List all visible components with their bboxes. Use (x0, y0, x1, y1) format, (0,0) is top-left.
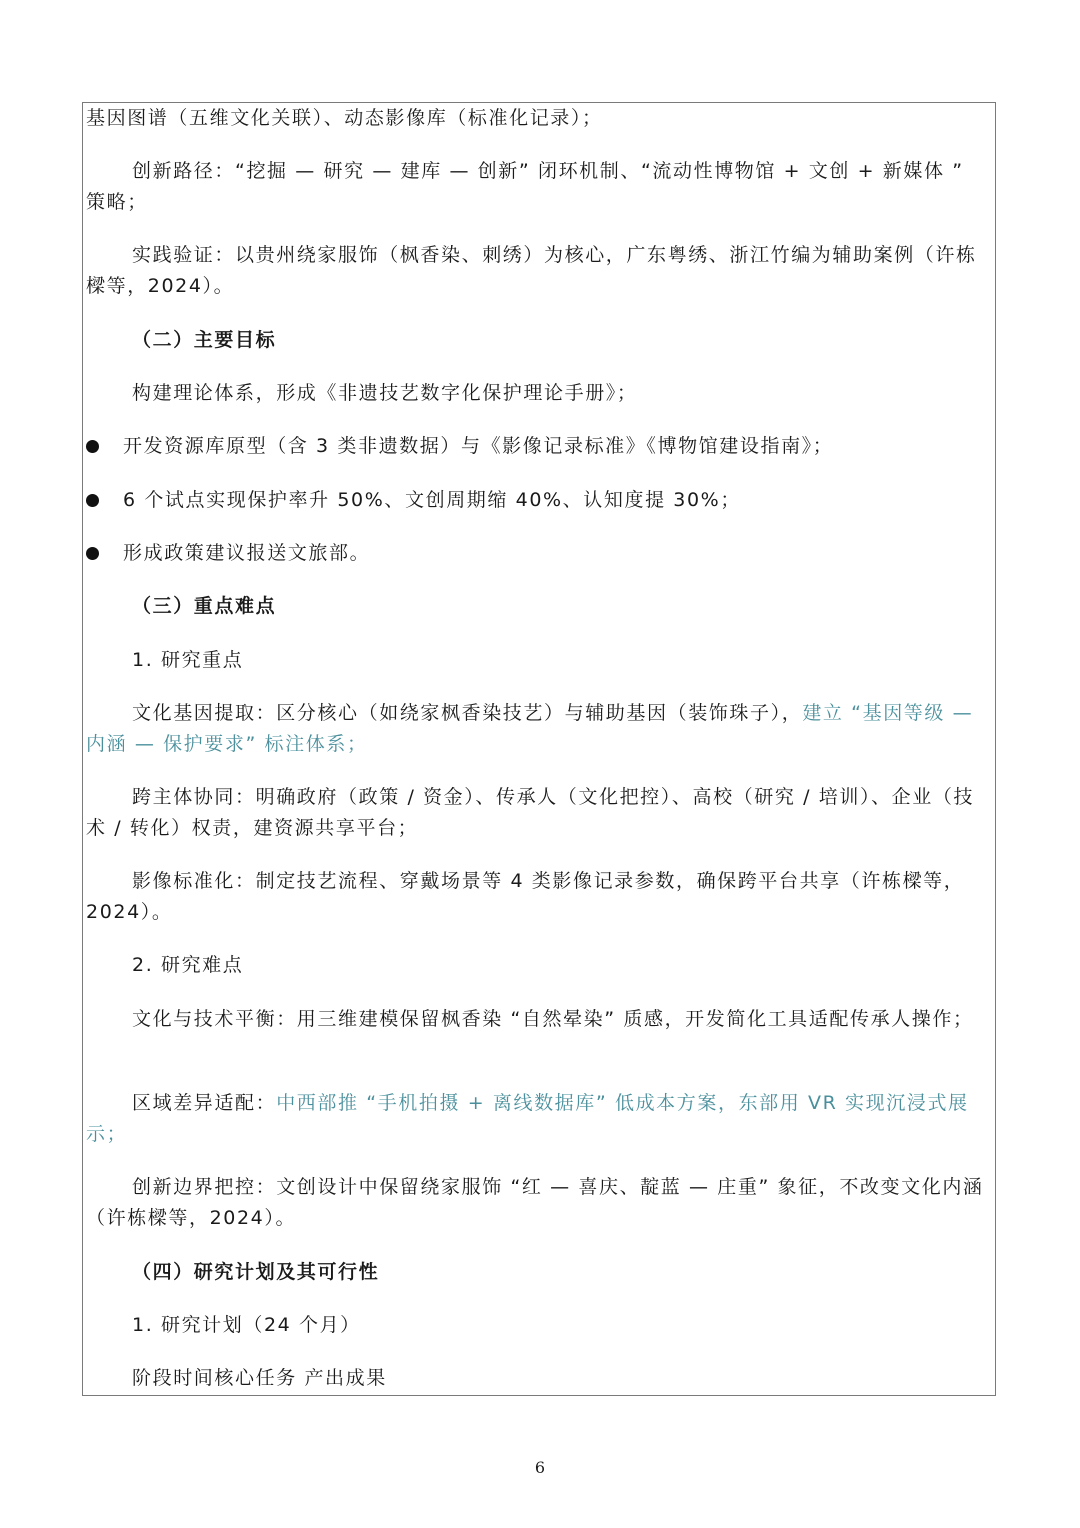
section-heading-key-difficulties: （三）重点难点 (132, 595, 277, 617)
paragraph-regional-adaptation (86, 1088, 986, 1150)
subheading-plan-duration: 1. 研究计划（24 个月） (132, 1314, 361, 1336)
bullet-icon (86, 494, 99, 507)
paragraph-culture-tech-balance: 文化与技术平衡：用三维建模保留枫香染 “自然晕染” 质感，开发简化工具适配传承人操作； (132, 1008, 974, 1030)
table-header-text: 阶段时间核心任务 产出成果 (132, 1367, 387, 1389)
list-item-text: 6 个试点实现保护率升 50%、文创周期缩 40%、认知度提 30%； (123, 489, 741, 511)
bullet-icon (86, 440, 99, 453)
list-item-text: 形成政策建议报送文旅部。 (123, 542, 371, 564)
page-number: 6 (534, 1458, 546, 1477)
paragraph-theory-system: 构建理论体系，形成《非遗技艺数字化保护理论手册》； (132, 382, 638, 404)
bullet-icon (86, 547, 99, 560)
paragraph-image-standard: 影像标准化：制定技艺流程、穿戴场景等 4 类影像记录参数，确保跨平台共享（许栋樑等，2024）。 (86, 870, 965, 923)
paragraph-cross-subject: 跨主体协同：明确政府（政策 / 资金）、传承人（文化把控）、高校（研究 / 培训）、企业（技术 / 转化）权责，建资源共享平台； (86, 786, 975, 839)
section-heading-main-goals: （二）主要目标 (132, 329, 277, 351)
gene-extraction-highlight: 建立 “基因等级 — 内涵 — 保护要求” 标注体系； (86, 702, 974, 755)
paragraph-innovation-boundary: 创新边界把控：文创设计中保留绕家服饰 “红 — 喜庆、靛蓝 — 庄重” 象征，不改变文化内涵（许栋樑等，2024）。 (86, 1176, 984, 1229)
gene-extraction-text: 文化基因提取：区分核心（如绕家枫香染技艺）与辅助基因（装饰珠子）， (132, 702, 803, 724)
subheading-research-focus: 1. 研究重点 (132, 649, 244, 671)
section-heading-research-plan: （四）研究计划及其可行性 (132, 1261, 380, 1283)
list-item-text: 开发资源库原型（含 3 类非遗数据）与《影像记录标准》《博物馆建设指南》； (123, 435, 834, 457)
subheading-research-difficulties: 2. 研究难点 (132, 954, 244, 976)
regional-adaptation-text: 区域差异适配： (132, 1092, 277, 1114)
paragraph-gene-extraction (86, 698, 986, 760)
paragraph-practice-validation: 实践验证：以贵州绕家服饰（枫香染、刺绣）为核心，广东粤绣、浙江竹编为辅助案例（许栋樑等，2024）。 (86, 244, 977, 297)
paragraph-gene-map: 基因图谱（五维文化关联）、动态影像库（标准化记录）； (86, 107, 603, 129)
regional-adaptation-highlight: 中西部推 “手机拍摄 + 离线数据库” 低成本方案，东部用 VR 实现沉浸式展示； (86, 1092, 969, 1145)
paragraph-innovation-path: 创新路径：“挖掘 — 研究 — 建库 — 创新” 闭环机制、“流动性博物馆 + 文创 + 新媒体 ” 策略； (86, 160, 964, 213)
